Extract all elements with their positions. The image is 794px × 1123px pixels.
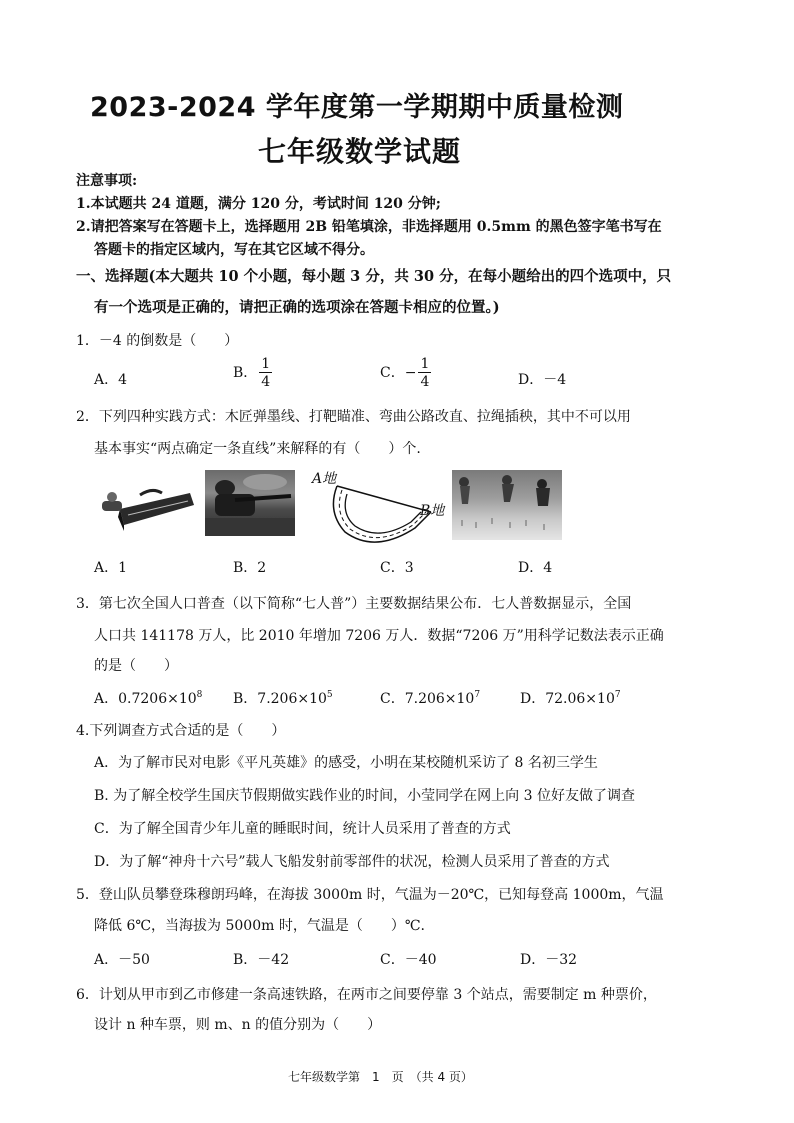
question-2-option-a: A．1 — [94, 560, 128, 576]
question-2-option-b: B．2 — [233, 560, 267, 576]
question-4-option-d: D．为了解“神舟十六号”载人飞船发射前零部件的状况，检测人员采用了普查的方式 — [94, 854, 610, 870]
minus-sign: − — [404, 365, 417, 381]
question-3-line-2: 人口共 141178 万人，比 2010 年增加 7206 万人．数据“7206 万”用科学记数法表示正确 — [94, 628, 664, 644]
notice-item-1: 1.本试题共 24 道题，满分 120 分，考试时间 120 分钟; — [76, 196, 441, 212]
option-d-text: D．72.06×10 — [520, 691, 615, 707]
option-b-text: B．7.206×10 — [233, 691, 327, 707]
notice-item-2-line-1: 2.请把答案写在答题卡上，选择题用 2B 铅笔填涂，非选择题用 0.5mm 的黑色签字笔书写在 — [76, 219, 662, 235]
curved-road-diagram — [325, 482, 437, 548]
question-1-option-a: A．4 — [94, 372, 128, 388]
option-a-text: A．0.7206×10 — [94, 691, 197, 707]
fraction-numerator: 1 — [261, 356, 271, 372]
exponent: 7 — [474, 690, 481, 700]
fraction — [259, 357, 272, 389]
question-3-line-3: 的是（ ） — [94, 658, 178, 674]
fraction-denominator: 4 — [261, 374, 271, 390]
question-6-line-1: 6．计划从甲市到乙市修建一条高速铁路，在两市之间要停靠 3 个站点，需要制定 m 种票价， — [76, 987, 657, 1003]
place-b-label: B地 — [420, 503, 445, 519]
question-4-option-c: C．为了解全国青少年儿童的睡眠时间，统计人员采用了普查的方式 — [94, 821, 511, 837]
section-1-instructions-line-2: 有一个选项是正确的，请把正确的选项涂在答题卡相应的位置。) — [94, 299, 500, 316]
shooter-silhouette-icon — [205, 470, 295, 536]
fraction — [418, 357, 431, 389]
question-2-option-d: D．4 — [518, 560, 553, 576]
rice-transplanting-image — [452, 470, 562, 540]
place-a-label: A地 — [312, 471, 337, 487]
exam-title: 2023-2024 学年度第一学期期中质量检测 — [90, 92, 624, 123]
question-4-option-a: A．为了解市民对电影《平凡英雄》的感受，小明在某校随机采访了 8 名初三学生 — [94, 755, 598, 771]
section-1-instructions-line-1: 一、选择题(本大题共 10 个小题，每小题 3 分，共 30 分，在每小题给出的四个选项中，只 — [76, 268, 672, 285]
question-2-line-2: 基本事实“两点确定一条直线”来解释的有（ ）个. — [94, 441, 421, 457]
question-6-line-2: 设计 n 种车票，则 m、n 的值分别为（ ） — [94, 1017, 382, 1033]
exponent: 5 — [326, 690, 333, 700]
question-3-option-d — [520, 688, 621, 708]
option-c-label: C． — [380, 365, 405, 381]
notice-heading: 注意事项: — [76, 173, 138, 189]
question-5-line-2: 降低 6℃，当海拔为 5000m 时，气温是（ ）℃. — [94, 918, 425, 934]
option-c-text: C．7.206×10 — [380, 691, 475, 707]
question-2-option-c: C．3 — [380, 560, 414, 576]
question-1-option-b — [233, 357, 274, 389]
page-footer: 七年级数学第 1 页 （共 4 页） — [288, 1070, 473, 1084]
question-1-option-c — [380, 357, 433, 389]
farmers-silhouette-icon — [452, 470, 562, 540]
question-3-line-1: 3．第七次全国人口普查（以下简称“七人普”）主要数据结果公布．七人普数据显示，全国 — [76, 596, 632, 612]
question-2-line-1: 2．下列四种实践方式：木匠弹墨线、打靶瞄准、弯曲公路改直、拉绳插秧，其中不可以用 — [76, 409, 631, 425]
exponent: 7 — [614, 690, 621, 700]
question-3-option-b — [233, 688, 333, 708]
question-5-option-d: D．－32 — [520, 952, 578, 968]
question-1-stem: 1．－4 的倒数是（ ） — [76, 333, 239, 349]
notice-item-2-line-2: 答题卡的指定区域内，写在其它区域不得分。 — [94, 242, 374, 258]
question-5-line-1: 5．登山队员攀登珠穆朗玛峰，在海拔 3000m 时，气温为－20℃，已知每登高 1000m，气温 — [76, 887, 664, 903]
option-b-label: B． — [233, 365, 258, 381]
fraction-numerator: 1 — [420, 356, 430, 372]
question-5-option-a: A．－50 — [94, 952, 150, 968]
carpenter-ink-line-image — [100, 485, 196, 537]
question-5-option-b: B．－42 — [233, 952, 290, 968]
question-4-option-b: B. 为了解全校学生国庆节假期做实践作业的时间，小莹同学在网上向 3 位好友做了调查 — [94, 788, 635, 804]
target-shooting-image — [205, 470, 295, 536]
exponent: 8 — [196, 690, 203, 700]
exam-subtitle: 七年级数学试题 — [258, 135, 462, 168]
fraction-denominator: 4 — [420, 374, 430, 390]
question-3-option-a — [94, 688, 202, 708]
question-4-stem: 4.下列调查方式合适的是（ ） — [76, 723, 286, 739]
question-3-option-c — [380, 688, 480, 708]
question-5-option-c: C．－40 — [380, 952, 437, 968]
question-1-option-d: D．－4 — [518, 372, 567, 388]
